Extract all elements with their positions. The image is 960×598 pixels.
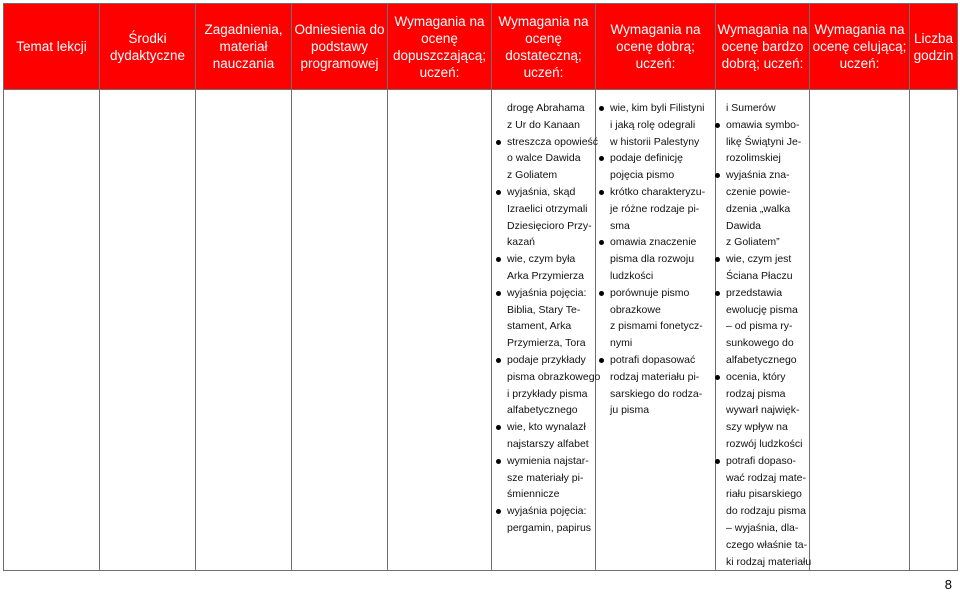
header-liczba-godzin: Liczba godzin: [910, 4, 958, 90]
requirement-line: ki rodzaj materiału: [726, 555, 812, 568]
cell-ocena-dobra: [596, 90, 716, 571]
requirement-line: najstarszy alfabet: [507, 437, 589, 450]
cell-ocena-dopuszczajaca: [388, 90, 492, 571]
requirement-line: nymi: [610, 337, 633, 350]
requirement-line: Dawida: [726, 219, 762, 232]
requirement-line: streszcza opowieść: [492, 134, 595, 151]
header-ocena-bardzo-dobra: Wymagania na ocenę bardzo dobrą; uczeń:: [716, 4, 810, 90]
requirement-line: wie, kim byli Filistyni: [596, 100, 715, 117]
requirement-line: krótko charakteryzu-: [596, 184, 715, 201]
requirement-line: z Ur do Kanaan: [507, 118, 580, 131]
requirement-line: wyjaśnia zna-: [716, 167, 809, 184]
content-row: [4, 90, 958, 571]
cell-ocena-bardzo-dobra: [716, 90, 810, 571]
requirement-line: – wyjaśnia, dla-: [726, 521, 799, 534]
requirement-line: alfabetycznego: [726, 353, 797, 366]
requirement-line: śmiennicze: [507, 488, 560, 501]
cell-odniesienia: [292, 90, 388, 571]
requirement-line: szy wpływ na: [726, 421, 788, 434]
requirement-line: w historii Palestyny: [610, 135, 700, 148]
requirement-line: kazań: [507, 236, 536, 249]
header-zagadnienia: Zagadnienia, materiał nauczania: [196, 4, 292, 90]
requirements-list-bardzo-dobra: [716, 90, 812, 570]
requirement-line: podaje definicję: [596, 150, 715, 167]
requirement-line: do rodzaju pisma: [726, 505, 806, 518]
requirements-list-dostateczna: [492, 90, 601, 537]
requirement-line: ju pisma: [610, 404, 650, 417]
requirement-line: Dziesięcioro Przy-: [507, 219, 592, 232]
requirement-line: z Goliatem: [507, 169, 558, 182]
requirement-line: wyjaśnia pojęcia:: [492, 285, 595, 302]
requirement-line: sma: [610, 219, 630, 232]
requirement-line: ocenia, który: [716, 369, 809, 386]
requirement-line: sze materiały pi-: [507, 471, 584, 484]
requirement-line: Ściana Płaczu: [726, 269, 793, 282]
requirement-line: potrafi dopaso-: [716, 453, 809, 470]
requirements-table: [3, 3, 958, 571]
requirement-line: czenie powie-: [726, 185, 791, 198]
header-srodki-dydaktyczne: Środki dydaktyczne: [100, 4, 196, 90]
requirement-line: drogę Abrahama: [507, 102, 585, 114]
cell-zagadnienia: [196, 90, 292, 571]
header-ocena-dobra: Wymagania na ocenę dobrą; uczeń:: [596, 4, 716, 90]
requirement-line: Izraelici otrzymali: [507, 202, 588, 215]
requirement-line: wać rodzaj mate-: [726, 471, 806, 484]
requirement-line: pisma dla rozwoju: [610, 253, 695, 266]
cell-ocena-dostateczna: [492, 90, 601, 571]
requirement-line: rodzaj materiału pi-: [610, 370, 700, 383]
requirement-line: stament, Arka: [507, 320, 572, 333]
requirement-line: rozwój ludzkości: [726, 437, 803, 450]
requirement-line: obrazkowe: [610, 303, 661, 316]
requirement-line: wie, kto wynalazł: [492, 419, 595, 436]
requirement-line: i jaką rolę odegrali: [610, 118, 696, 131]
header-temat-lekcji: Temat lekcji: [4, 4, 100, 90]
requirement-line: wywarł najwięk-: [726, 404, 800, 417]
requirement-line: podaje przykłady: [492, 352, 595, 369]
requirement-line: Biblia, Stary Te-: [507, 303, 581, 316]
requirement-line: wie, czym była: [492, 251, 595, 268]
header-ocena-dostateczna: Wymagania na ocenę dostateczną; uczeń:: [492, 4, 596, 90]
requirement-line: potrafi dopasować: [596, 352, 715, 369]
requirement-line: omawia symbo-: [716, 117, 809, 134]
requirement-line: ewolucję pisma: [726, 303, 798, 316]
page-number: 8: [944, 577, 952, 592]
requirement-line: alfabetycznego: [507, 404, 578, 417]
requirement-line: pergamin, papirus: [507, 521, 592, 534]
requirements-list-dobra: [596, 90, 715, 419]
lesson-plan-sheet: [3, 3, 957, 569]
requirement-line: czego właśnie ta-: [726, 538, 808, 551]
requirement-line: i przykłady pisma: [507, 387, 588, 400]
requirement-line: z pismami fonetycz-: [610, 320, 703, 333]
requirement-line: sunkowego do: [726, 337, 794, 350]
cell-liczba-godzin: [910, 90, 958, 571]
requirement-line: Arka Przymierza: [507, 269, 585, 282]
requirement-line: je różne rodzaje pi-: [610, 202, 700, 215]
requirement-line: rodzaj pisma: [726, 387, 786, 400]
requirement-line: o walce Dawida: [507, 152, 581, 165]
requirement-line: ludzkości: [610, 269, 654, 282]
requirement-line: – od pisma ry-: [726, 320, 793, 333]
header-odniesienia: Odniesienia do podstawy programowej: [292, 4, 388, 90]
requirement-line: i Sumerów: [726, 102, 776, 114]
requirement-line: likę Świątyni Je-: [726, 135, 802, 148]
requirement-line: pisma obrazkowego: [507, 370, 601, 383]
requirement-line: rozolimskiej: [726, 152, 781, 165]
cell-srodki-dydaktyczne: [100, 90, 196, 571]
requirement-line: przedstawia: [716, 285, 809, 302]
requirement-line: porównuje pismo: [596, 285, 715, 302]
header-row: [4, 4, 958, 90]
requirement-line: pojęcia pismo: [610, 169, 675, 182]
requirement-line: sarskiego do rodza-: [610, 387, 703, 400]
cell-ocena-celujaca: [810, 90, 910, 571]
requirement-line: Przymierza, Tora: [507, 337, 586, 350]
requirement-line: wyjaśnia pojęcia:: [492, 503, 595, 520]
requirement-line: omawia znaczenie: [596, 234, 715, 251]
requirement-line: riału pisarskiego: [726, 488, 802, 501]
header-ocena-dopuszczajaca: Wymagania na ocenę dopuszczającą; uczeń:: [388, 4, 492, 90]
header-ocena-celujaca: Wymagania na ocenę celującą; uczeń:: [810, 4, 910, 90]
requirement-line: z Goliatem”: [726, 236, 780, 249]
requirement-line: dzenia „walka: [726, 202, 791, 215]
requirement-line: wyjaśnia, skąd: [492, 184, 595, 201]
requirement-line: wie, czym jest: [716, 251, 809, 268]
requirement-line: wymienia najstar-: [492, 453, 595, 470]
cell-temat-lekcji: [4, 90, 100, 571]
